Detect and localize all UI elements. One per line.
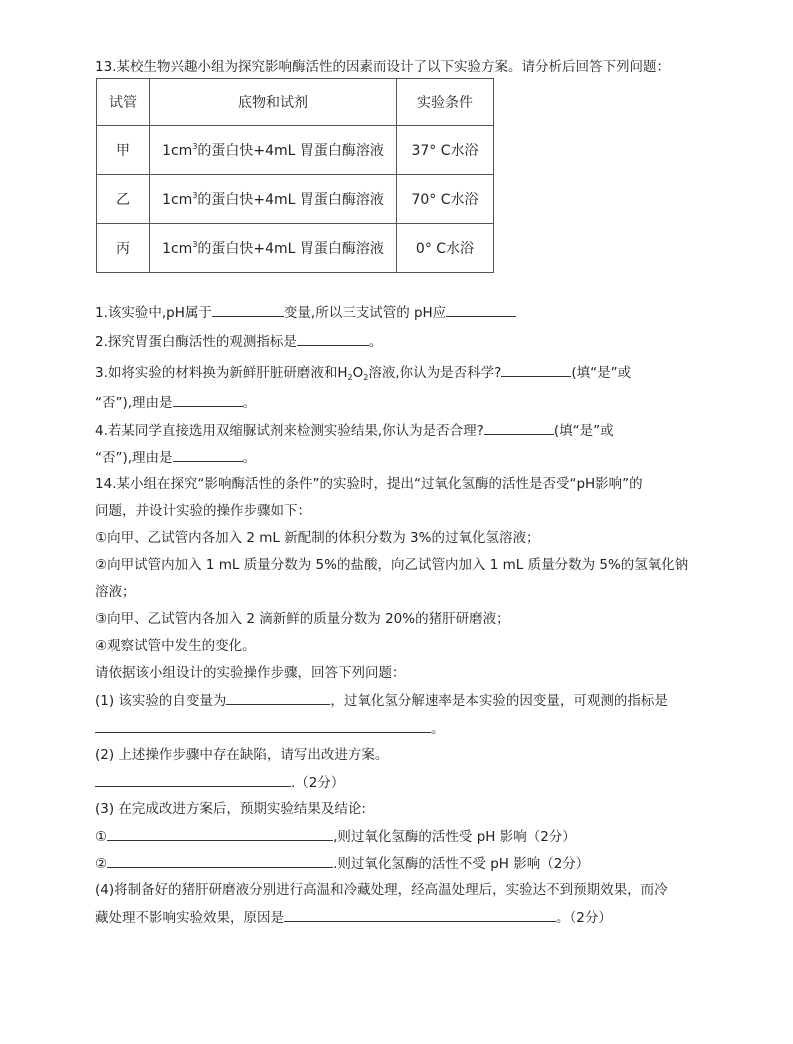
reagent-cell: $1cm^3$的蛋白快+4mL 胃蛋白酶溶液 bbox=[150, 175, 397, 224]
q13-question-2: 2.探究胃蛋白酶活性的观测指标是 。 bbox=[95, 331, 382, 352]
tube-cell: 丙 bbox=[97, 224, 150, 273]
q13-question-3: 3.如将实验的材料换为新鲜肝脏研磨液和$H_2O_2$溶液,你认为是否科学? (填“是”或 bbox=[95, 362, 631, 388]
table-header-row bbox=[97, 79, 494, 126]
answer-blank[interactable] bbox=[446, 302, 516, 317]
q13-question-3-cont: “否”),理由是 。 bbox=[95, 392, 256, 413]
answer-blank[interactable] bbox=[173, 447, 243, 462]
q14-part-2-cont: .（2分） bbox=[95, 772, 344, 793]
q14-step-2-cont: 溶液； bbox=[95, 584, 136, 600]
answer-blank[interactable] bbox=[95, 718, 431, 733]
header-tube: 试管 bbox=[97, 79, 150, 126]
answer-blank[interactable] bbox=[173, 392, 243, 407]
q14-part-1: (1) 该实验的自变量为 ，过氧化氢分解速率是本实验的因变量，可观测的指标是 bbox=[95, 690, 668, 711]
q14-part-3: (3) 在完成改进方案后，预期实验结果及结论: bbox=[95, 801, 366, 817]
answer-blank[interactable] bbox=[297, 331, 369, 346]
q14-part-2: (2) 上述操作步骤中存在缺陷，请写出改进方案。 bbox=[95, 747, 389, 763]
q14-step-2: ②向甲试管内加入 1 mL 质量分数为 5%的盐酸，向乙试管内加入 1 mL 质量分数为 5%的氢氧化钠 bbox=[95, 557, 689, 573]
tube-cell: 乙 bbox=[97, 175, 150, 224]
q14-step-3: ③向甲、乙试管内各加入 2 滴新鲜的质量分数为 20%的猪肝研磨液； bbox=[95, 611, 510, 627]
answer-blank[interactable] bbox=[95, 772, 291, 787]
answer-blank[interactable] bbox=[484, 420, 554, 435]
q14-part-3-b: ② .则过氧化氢酶的活性不受 pH 影响（2分） bbox=[95, 853, 589, 874]
q14-part-4-cont: 藏处理不影响实验效果，原因是 。（2分） bbox=[95, 907, 612, 928]
q13-question-1: 1.该实验中,pH属于 变量,所以三支试管的 pH应 bbox=[95, 302, 516, 323]
q14-step-1: ①向甲、乙试管内各加入 2 mL 新配制的体积分数为 3%的过氧化氢溶液； bbox=[95, 530, 540, 546]
answer-blank[interactable] bbox=[501, 362, 571, 377]
reagent-cell: $1cm^3$的蛋白快+4mL 胃蛋白酶溶液 bbox=[150, 126, 397, 175]
q13-question-4-cont: “否”),理由是 。 bbox=[95, 447, 256, 468]
reagent-cell: $1cm^3$的蛋白快+4mL 胃蛋白酶溶液 bbox=[150, 224, 397, 273]
q13-question-4: 4.若某同学直接选用双缩脲试剂来检测实验结果,你认为是否合理? (填“是”或 bbox=[95, 420, 614, 441]
q14-part-4: (4)将制备好的猪肝研磨液分别进行高温和冷藏处理，经高温处理后，实验达不到预期效果，而冷 bbox=[95, 882, 668, 898]
q14-step-4: ④观察试管中发生的变化。 bbox=[95, 638, 256, 654]
answer-blank[interactable] bbox=[212, 302, 284, 317]
condition-cell: 70° C水浴 bbox=[397, 175, 494, 224]
table-row bbox=[97, 175, 494, 224]
tube-cell: 甲 bbox=[97, 126, 150, 175]
header-reagent: 底物和试剂 bbox=[150, 79, 397, 126]
condition-cell: 0° C水浴 bbox=[397, 224, 494, 273]
experiment-table bbox=[96, 78, 494, 273]
answer-blank[interactable] bbox=[107, 826, 333, 841]
q14-intro-2: 问题，并设计实验的操作步骤如下： bbox=[95, 503, 311, 519]
answer-blank[interactable] bbox=[226, 690, 330, 705]
q14-part-1-cont: 。 bbox=[95, 718, 445, 739]
q14-prompt: 请依据该小组设计的实验操作步骤，回答下列问题： bbox=[95, 665, 406, 681]
table-row bbox=[97, 126, 494, 175]
condition-cell: 37° C水浴 bbox=[397, 126, 494, 175]
q14-intro-1: 14.某小组在探究“影响酶活性的条件”的实验时，提出“过氧化氢酶的活性是否受“pH影响”的 bbox=[95, 476, 643, 492]
q14-part-3-a: ① ,则过氧化氢酶的活性受 pH 影响（2分） bbox=[95, 826, 576, 847]
answer-blank[interactable] bbox=[284, 907, 556, 922]
q13-intro: 13.某校生物兴趣小组为探究影响酶活性的因素而设计了以下实验方案。请分析后回答下列问题： bbox=[95, 59, 670, 75]
table-row bbox=[97, 224, 494, 273]
answer-blank[interactable] bbox=[107, 853, 333, 868]
header-condition: 实验条件 bbox=[397, 79, 494, 126]
